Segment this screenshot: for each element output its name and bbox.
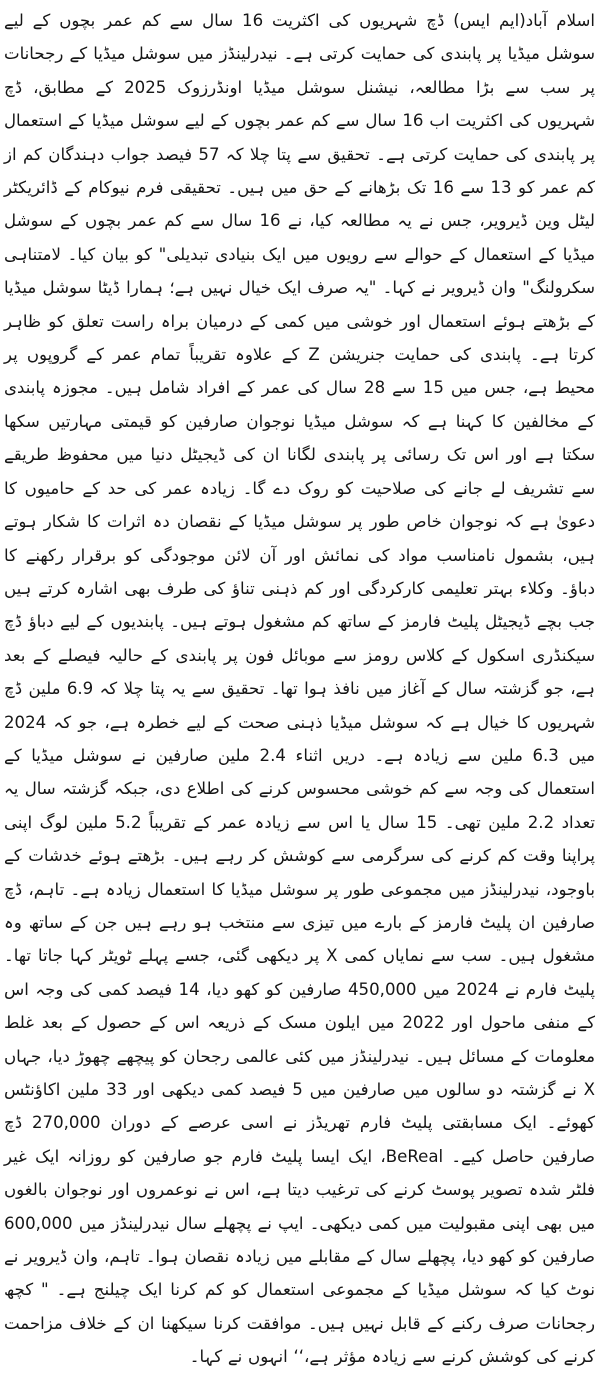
article-body-text: اسلام آباد(ایم ایس) ڈچ شہریوں کی اکثریت 16 سال سے کم عمر بچوں کے لیے سوشل میڈیا پر پابندی کی حمایت کرتی ہے۔ نیدرلینڈز میں سوشل میڈیا کے رجحانات پر سب سے بڑا مطالعہ، نیشنل سوشل میڈیا اونڈرزوک 2025 کے مطابق، ڈچ شہریوں کی اکثریت اب 16 سال سے کم عمر بچوں کے لیے سوشل میڈیا کے استعمال پر پابندی کی حمایت کرتی ہے۔ تحقیق سے پتا چلا کہ 57 فیصد جواب دہندگان کم از کم عمر کو 13 سے 16 تک بڑھانے کے حق میں ہیں۔ تحقیقی فرم نیوکام کے ڈائریکٹر لیٹل وین ڈیرویر، جس نے یہ مطالعہ کیا، نے 16 سال سے کم عمر بچوں کے سوشل میڈیا کے استعمال کے حوالے سے رویوں میں ایک بنیادی تبدیلی" کو بیان کیا۔ لامتناہی سکرولنگ" وان ڈیرویر نے کہا۔ "یہ صرف ایک خیال نہیں ہے؛ ہمارا ڈیٹا سوشل میڈیا کے بڑھتے ہوئے استعمال اور خوشی میں کمی کے درمیان براہ راست تعلق کو ظاہر کرتا ہے۔ پابندی کی حمایت جنریشن Z کے علاوہ تقریباً تمام عمر کے گروپوں پر محیط ہے، جس میں 15 سے 28 سال کی عمر کے افراد شامل ہیں۔ مجوزہ پابندی کے مخالفین کا کہنا ہے کہ سوشل میڈیا نوجوان صارفین کو قیمتی مہارتیں سکھا سکتا ہے اور اس تک رسائی پر پابندی لگانا ان کی ڈیجیٹل دنیا میں محفوظ طریقے سے تشریف لے جانے کی صلاحیت کو روک دے گا۔ زیادہ عمر کی حد کے حامیوں کا دعویٰ ہے کہ نوجوان خاص طور پر سوشل میڈیا کے نقصان دہ اثرات کا شکار ہوتے ہیں، بشمول نامناسب مواد کی نمائش اور آن لائن موجودگی کو برقرار رکھنے کا دباؤ۔ وکلاء بہتر تعلیمی کارکردگی اور کم ذہنی تناؤ کی طرف بھی اشارہ کرتے ہیں جب بچے ڈیجیٹل پلیٹ فارمز کے ساتھ کم مشغول ہوتے ہیں۔ پابندیوں کے لیے دباؤ ڈچ سیکنڈری اسکول کے کلاس رومز سے موبائل فون پر پابندی کے حالیہ فیصلے کے بعد ہے، جو گزشتہ سال کے آغاز میں نافذ ہوا تھا۔ تحقیق سے یہ پتا چلا کہ 6.9 ملین ڈچ شہریوں کا خیال ہے کہ سوشل میڈیا ذہنی صحت کے لیے خطرہ ہے، جو کہ 2024 میں 6.3 ملین سے زیادہ ہے۔ دریں اثناء 2.4 ملین صارفین نے سوشل میڈیا کے استعمال کی وجہ سے کم خوشی محسوس کرنے کی اطلاع دی، جبکہ گزشتہ سال یہ تعداد 2.2 ملین تھی۔ 15 سال یا اس سے زیادہ عمر کے تقریباً 5.2 ملین لوگ اپنی پراپنا وقت کم کرنے کی سرگرمی سے کوشش کر رہے ہیں۔ بڑھتے ہوئے خدشات کے باوجود، نیدرلینڈز میں مجموعی طور پر سوشل میڈیا کا استعمال زیادہ ہے۔ تاہم، ڈچ صارفین ان پلیٹ فارمز کے بارے میں تیزی سے منتخب ہو رہے ہیں جن کے ساتھ وہ مشغول ہیں۔ سب سے نمایاں کمی X پر دیکھی گئی، جسے پہلے ٹویٹر کہا جاتا تھا۔ پلیٹ فارم نے 2024 میں 450,000 صارفین کو کھو دیا، 14 فیصد کمی کی وجہ اس کے منفی ماحول اور 2022 میں ایلون مسک کے ذریعہ اس کے حصول کے بعد غلط معلومات کے مسائل ہیں۔ نیدرلینڈز میں کئی عالمی رجحان کو پیچھے چھوڑ دیا، جہاں X نے گزشتہ دو سالوں میں صارفین میں 5 فیصد کمی دیکھی اور 33 ملین اکاؤنٹس کھوئے۔ ایک مسابقتی پلیٹ فارم تھریڈز نے اسی عرصے کے دوران 270,000 ڈچ صارفین حاصل کیے۔ BeReal، ایک ایسا پلیٹ فارم جو صارفین کو روزانہ ایک غیر فلٹر شدہ تصویر پوسٹ کرنے کی ترغیب دیتا ہے، اس نے نوعمروں اور نوجوان بالغوں میں بھی اپنی مقبولیت میں کمی دیکھی۔ ایپ نے پچھلے سال نیدرلینڈز میں 600,000 صارفین کو کھو دیا، پچھلے سال کے مقابلے میں زیادہ نقصان ہوا۔ تاہم، وان ڈیرویر نے نوٹ کیا کہ سوشل میڈیا کے مجموعی استعمال کو کم کرنا ایک چیلنج ہے۔ " کچھ رجحانات صرف رکنے کے قابل نہیں ہیں۔ موافقت کرنا سیکھنا ان کے خلاف مزاحمت کرنے کی کوشش کرنے سے زیادہ مؤثر ہے،‘‘ انہوں نے کہا۔ — [4, 11, 596, 1367]
